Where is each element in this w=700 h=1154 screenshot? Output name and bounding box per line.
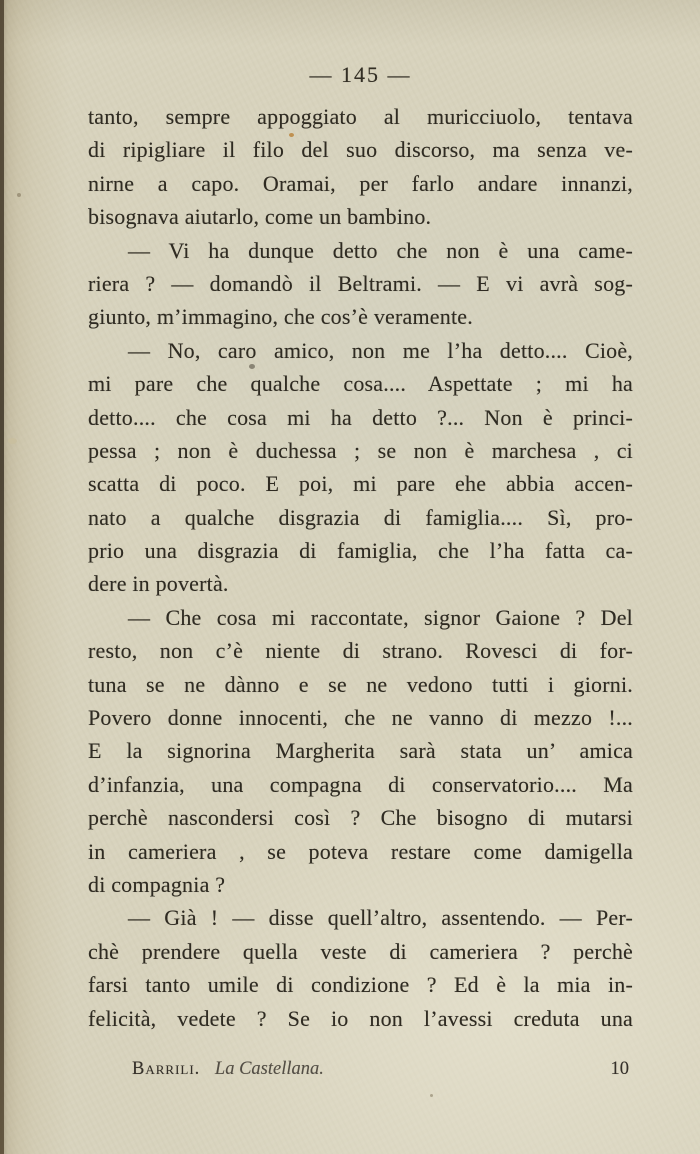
- text-line: tuna se ne dànno e se ne vedono tutti i giorni.: [88, 671, 633, 697]
- text-line: nato a qualche disgrazia di famiglia.... Sì, pro-: [88, 504, 633, 530]
- text-line: detto.... che cosa mi ha detto ?... Non è princi-: [88, 404, 633, 430]
- text-line: — Vi ha dunque detto che non è una came-: [128, 237, 633, 263]
- text-line: di ripigliare il filo del suo discorso, ma senza ve-: [88, 137, 633, 163]
- text-line: E la signorina Margherita sarà stata un’ amica: [88, 738, 633, 764]
- text-line: tanto, sempre appoggiato al muricciuolo, tentava: [88, 104, 633, 129]
- text-line: dere in povertà.: [88, 571, 229, 597]
- text-line: felicità, vedete ? Se io non l’avessi creduta una: [88, 1005, 633, 1031]
- paper-speck: [249, 364, 255, 369]
- text-line: riera ? — domandò il Beltrami. — E vi avrà sog-: [88, 270, 633, 296]
- text-line: chè prendere quella veste di cameriera ? perchè: [88, 938, 633, 964]
- text-line: perchè nascondersi così ? Che bisogno di mutarsi: [88, 805, 633, 831]
- footer-author: Barrili.: [132, 1059, 201, 1079]
- text-line: in cameriera , se poteva restare come damigella: [88, 838, 633, 864]
- text-line: — Che cosa mi raccontate, signor Gaione ? Del: [128, 604, 633, 630]
- footer-book-title: La Castellana.: [214, 1059, 324, 1079]
- paper-speck: [17, 193, 21, 197]
- text-line: — No, caro amico, non me l’ha detto.... Cioè,: [128, 337, 633, 363]
- page-number-header: — 145 —: [309, 62, 412, 87]
- paper-speck: [289, 133, 294, 137]
- body-text: [88, 100, 633, 1035]
- page-edge-shadow: [0, 0, 4, 1154]
- paper-speck: [430, 1094, 433, 1097]
- text-line: Povero donne innocenti, che ne vanno di mezzo !...: [88, 705, 633, 731]
- text-line: nirne a capo. Oramai, per farlo andare innanzi,: [88, 170, 633, 196]
- page-footer: [88, 1059, 633, 1080]
- text-line: bisognava aiutarlo, come un bambino.: [88, 204, 432, 230]
- text-line: — Già ! — disse quell’altro, assentendo. — Per-: [128, 905, 633, 931]
- text-line: resto, non c’è niente di strano. Rovesci di for-: [88, 638, 633, 664]
- text-line: d’infanzia, una compagna di conservatorio.... Ma: [88, 771, 633, 797]
- paper-speck: [8, 438, 17, 444]
- text-line: di compagnia ?: [88, 871, 226, 897]
- text-line: scatta di poco. E poi, mi pare ehe abbia accen-: [88, 471, 633, 497]
- text-line: farsi tanto umile di condizione ? Ed è la mia in-: [88, 972, 633, 998]
- footer-colophon: [88, 1059, 611, 1080]
- text-line: pessa ; non è duchessa ; se non è marchesa , ci: [88, 437, 633, 463]
- text-line: mi pare che qualche cosa.... Aspettate ; mi ha: [88, 371, 633, 397]
- text-line: prio una disgrazia di famiglia, che l’ha fatta ca-: [88, 538, 633, 564]
- footer-signature-number: 10: [610, 1059, 629, 1079]
- text-line: giunto, m’immagino, che cos’è veramente.: [88, 304, 473, 330]
